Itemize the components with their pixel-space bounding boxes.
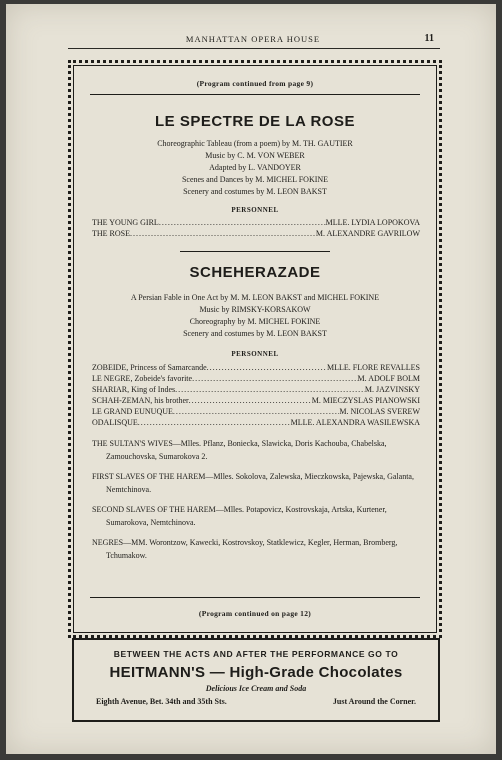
scheherazade-credit-line: Choreography by M. MICHEL FOKINE — [189, 317, 321, 326]
program-frame — [68, 60, 442, 638]
cast-dancer: MLLE. LYDIA LOPOKOVA — [325, 218, 420, 227]
cast-role: SHARIAR, King of Indes — [92, 385, 176, 394]
spectre-credit-line: Scenes and Dances by M. MICHEL FOKINE — [181, 175, 329, 184]
cast-row — [92, 362, 420, 373]
cast-role: ODALISQUE — [92, 418, 138, 427]
spectre-personnel-list — [74, 214, 436, 239]
scheherazade-credit-line: Scenery and costumes by M. LEON BAKST — [183, 329, 327, 338]
ensemble-group: THE SULTAN'S WIVES—Mlles. Pflanz, Boniecka, Slawicka, Doris Kachouba, Chabelska, Zamouchovska, Sumarokova 2. — [92, 439, 387, 461]
ad-footer — [74, 697, 438, 706]
leader-dots — [130, 228, 316, 239]
ensemble-group: FIRST SLAVES OF THE HAREM—Mlles. Sokolova, Zalewska, Mieczkowska, Pajewska, Galanta, Nemtchinova. — [92, 472, 414, 494]
scheherazade-description: A Persian Fable in One Act by M. M. LEON BAKST and MICHEL FOKINE — [130, 293, 380, 302]
cast-row — [92, 417, 420, 428]
spectre-credit-line: Scenery and costumes by M. LEON BAKST — [183, 187, 327, 196]
cast-dancer: M. MIECZYSLAS PIANOWSKI — [311, 396, 420, 405]
cast-dancer: M. NICOLAS SVEREW — [339, 407, 420, 416]
spectre-credit-line: Adapted by L. VANDOYER — [209, 163, 301, 172]
cast-dancer: M. JAZVINSKY — [364, 385, 420, 394]
spectre-title: LE SPECTRE DE LA ROSE — [155, 113, 355, 130]
running-title: MANHATTAN OPERA HOUSE — [185, 34, 321, 44]
cast-dancer: M. ADOLF BOLM — [357, 374, 420, 383]
ad-line-3: Delicious Ice Cream and Soda — [205, 684, 307, 693]
section-divider — [180, 251, 330, 252]
bottom-rule — [90, 597, 420, 598]
page-number: 11 — [424, 33, 434, 44]
cast-role: THE YOUNG GIRL — [92, 218, 159, 227]
cast-row — [92, 228, 420, 239]
top-rule — [90, 94, 420, 95]
scheherazade-personnel-heading: PERSONNEL — [231, 350, 279, 358]
program-frame-inner — [73, 65, 437, 633]
spectre-credits — [74, 138, 436, 198]
spectre-credit-line: Music by C. M. VON WEBER — [205, 151, 305, 160]
cast-role: THE ROSE — [92, 229, 130, 238]
spectre-personnel-heading: PERSONNEL — [231, 206, 279, 214]
spectre-credit-line: Choreographic Tableau (from a poem) by M. TH. GAUTIER — [157, 139, 353, 148]
ensemble-groups — [74, 438, 436, 562]
continued-from-note: (Program continued from page 9) — [196, 79, 314, 88]
cast-dancer: MLLE. FLORE REVALLES — [327, 363, 420, 372]
scheherazade-title: SCHEHERAZADE — [189, 264, 321, 281]
cast-row — [92, 217, 420, 228]
leader-dots — [207, 362, 327, 373]
cast-dancer: MLLE. ALEXANDRA WASILEWSKA — [290, 418, 420, 427]
scheherazade-credits — [74, 304, 436, 340]
cast-role: LE GRAND EUNUQUE — [92, 407, 173, 416]
program-page — [6, 4, 496, 754]
header-rule — [68, 48, 440, 49]
cast-row — [92, 395, 420, 406]
ad-headline: HEITMANN'S — High-Grade Chocolates — [109, 664, 403, 681]
continued-on-note: (Program continued on page 12) — [198, 609, 312, 618]
heitmanns-advertisement — [72, 638, 440, 722]
ensemble-group: NEGRES—MM. Worontzow, Kawecki, Kostrovskoy, Statklewicz, Kegler, Herman, Bromberg, Tchumakow. — [92, 538, 398, 560]
ad-address: Eighth Avenue, Bet. 34th and 35th Sts. — [96, 697, 227, 706]
leader-dots — [138, 417, 291, 428]
cast-role: SCHAH-ZEMAN, his brother — [92, 396, 189, 405]
leader-dots — [175, 384, 365, 395]
cast-row — [92, 373, 420, 384]
ad-tagline: Just Around the Corner. — [332, 697, 416, 706]
cast-row — [92, 406, 420, 417]
leader-dots — [173, 406, 339, 417]
cast-row — [92, 384, 420, 395]
scheherazade-personnel-list — [74, 358, 436, 428]
ensemble-group: SECOND SLAVES OF THE HAREM—Mlles. Potapovicz, Kostrovskaja, Artska, Kurtener, Sumarokova, Nemtchinova. — [92, 505, 387, 527]
leader-dots — [159, 217, 326, 228]
leader-dots — [189, 395, 312, 406]
cast-role: LE NEGRE, Zobeide's favorite — [92, 374, 193, 383]
ad-line-1: BETWEEN THE ACTS AND AFTER THE PERFORMANCE GO TO — [113, 649, 399, 659]
leader-dots — [192, 373, 357, 384]
cast-dancer: M. ALEXANDRE GAVRILOW — [315, 229, 420, 238]
cast-role: ZOBEIDE, Princess of Samarcande — [92, 363, 207, 372]
scheherazade-credit-line: Music by RIMSKY-KORSAKOW — [199, 305, 311, 314]
